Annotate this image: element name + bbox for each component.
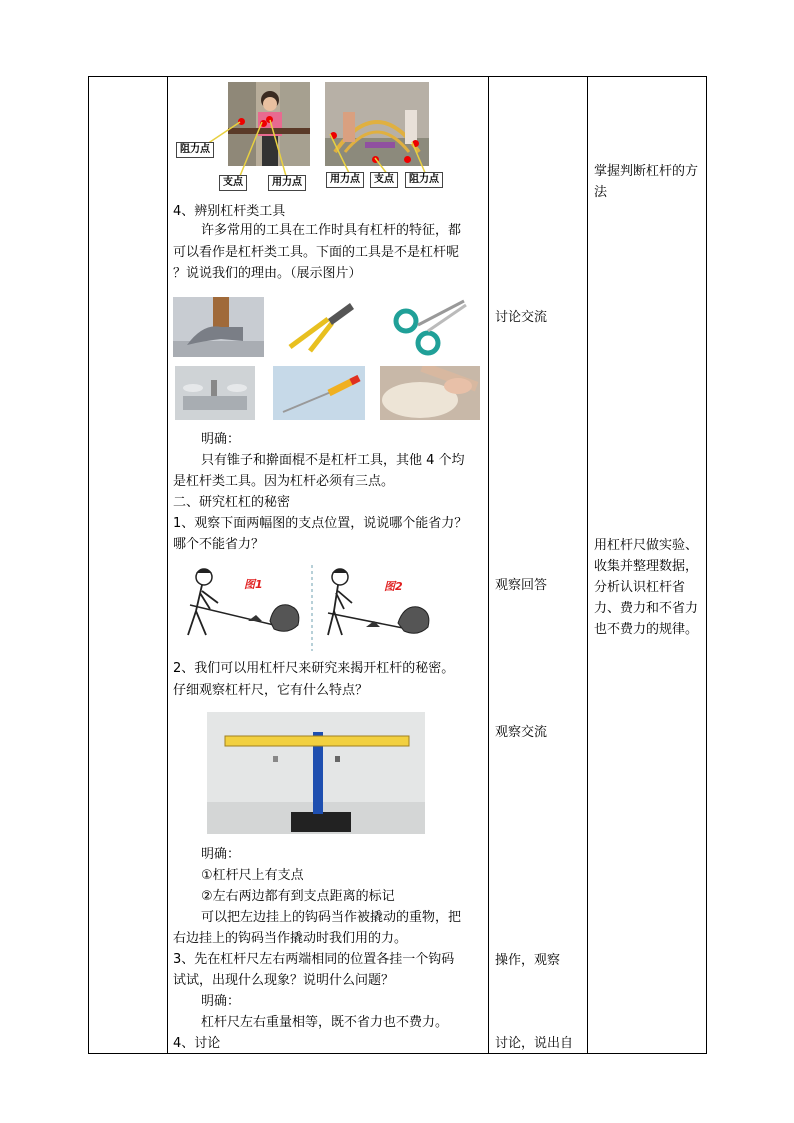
student-activity: 讨论交流 xyxy=(495,310,548,325)
paragraph-line: ？说说我们的理由。（展示图片） xyxy=(173,266,362,281)
paragraph-line: ①杠杆尺上有支点 xyxy=(201,868,304,883)
paragraph-line: 仔细观察杠杆尺，它有什么特点？ xyxy=(173,683,369,698)
column-divider xyxy=(488,76,489,1054)
lever-figures xyxy=(178,563,478,653)
clarification-label: 明确： xyxy=(201,432,241,447)
paragraph-line: 杠杆尺左右重量相等，既不省力也不费力。 xyxy=(201,1015,449,1030)
paragraph-line: 1、观察下面两幅图的支点位置，说说哪个能省力？ xyxy=(173,516,468,531)
column-divider xyxy=(587,76,588,1054)
section-heading: 4、辨别杠杆类工具 xyxy=(173,204,286,219)
paragraph-line: ②左右两边都有到支点距离的标记 xyxy=(201,889,395,904)
clarification-label: 明确： xyxy=(201,994,241,1009)
student-activity: 操作，观察 xyxy=(495,953,561,968)
figure-1-label: 图1 xyxy=(244,578,263,591)
paragraph-line: 是杠杆类工具。因为杠杆必须有三点。 xyxy=(173,474,395,489)
column-divider xyxy=(167,76,168,1054)
fulcrum-label: 支点 xyxy=(219,175,247,191)
resistance-point-label: 阻力点 xyxy=(405,172,443,188)
paragraph-line: 右边挂上的钩码当作撬动时我们用的力。 xyxy=(173,931,408,946)
effort-point-label: 用力点 xyxy=(326,172,364,188)
student-activity: 观察回答 xyxy=(495,578,548,593)
paragraph-line: 可以看作是杠杆类工具。下面的工具是不是杠杆呢 xyxy=(173,245,460,260)
paragraph-line: 2、我们可以用杠杆尺来研究来揭开杠杆的秘密。 xyxy=(173,661,455,676)
paragraph-line: 哪个不能省力？ xyxy=(173,537,265,552)
rolling-pin-photo xyxy=(380,366,480,420)
paragraph-line: 许多常用的工具在工作时具有杠杆的特征，都 xyxy=(201,223,462,238)
section-heading: 二、研究杠杠的秘密 xyxy=(173,495,291,510)
lever-ruler-photo xyxy=(207,712,425,834)
clarification-label: 明确： xyxy=(201,847,241,862)
fulcrum-label: 支点 xyxy=(370,172,398,188)
scissors-photo xyxy=(388,295,472,357)
hammer-photo xyxy=(173,297,264,357)
awl-photo xyxy=(273,366,365,420)
balance-scale-photo xyxy=(175,366,255,420)
resistance-point-label: 阻力点 xyxy=(176,142,214,158)
design-intent: 掌握判断杠杆的方法 xyxy=(594,164,699,200)
student-activity: 观察交流 xyxy=(495,725,548,740)
student-activity: 讨论，说出自 xyxy=(495,1036,574,1051)
effort-point-label: 用力点 xyxy=(268,175,306,191)
section-heading: 4、讨论 xyxy=(173,1036,221,1051)
paragraph-line: 可以把左边挂上的钩码当作被撬动的重物，把 xyxy=(201,910,462,925)
design-intent: 用杠杆尺做实验、收集并整理数据，分析认识杠杆省力、费力和不省力也不费力的规律。 xyxy=(594,538,699,637)
paragraph-line: 只有锥子和擀面棍不是杠杆工具，其他 4 个均 xyxy=(201,453,465,468)
paragraph-line: 试试，出现什么现象？说明什么问题？ xyxy=(173,973,395,988)
paragraph-line: 3、先在杠杆尺左右两端相同的位置各挂一个钩码 xyxy=(173,952,455,967)
pliers-photo xyxy=(280,297,370,357)
figure-2-label: 图2 xyxy=(384,580,403,593)
